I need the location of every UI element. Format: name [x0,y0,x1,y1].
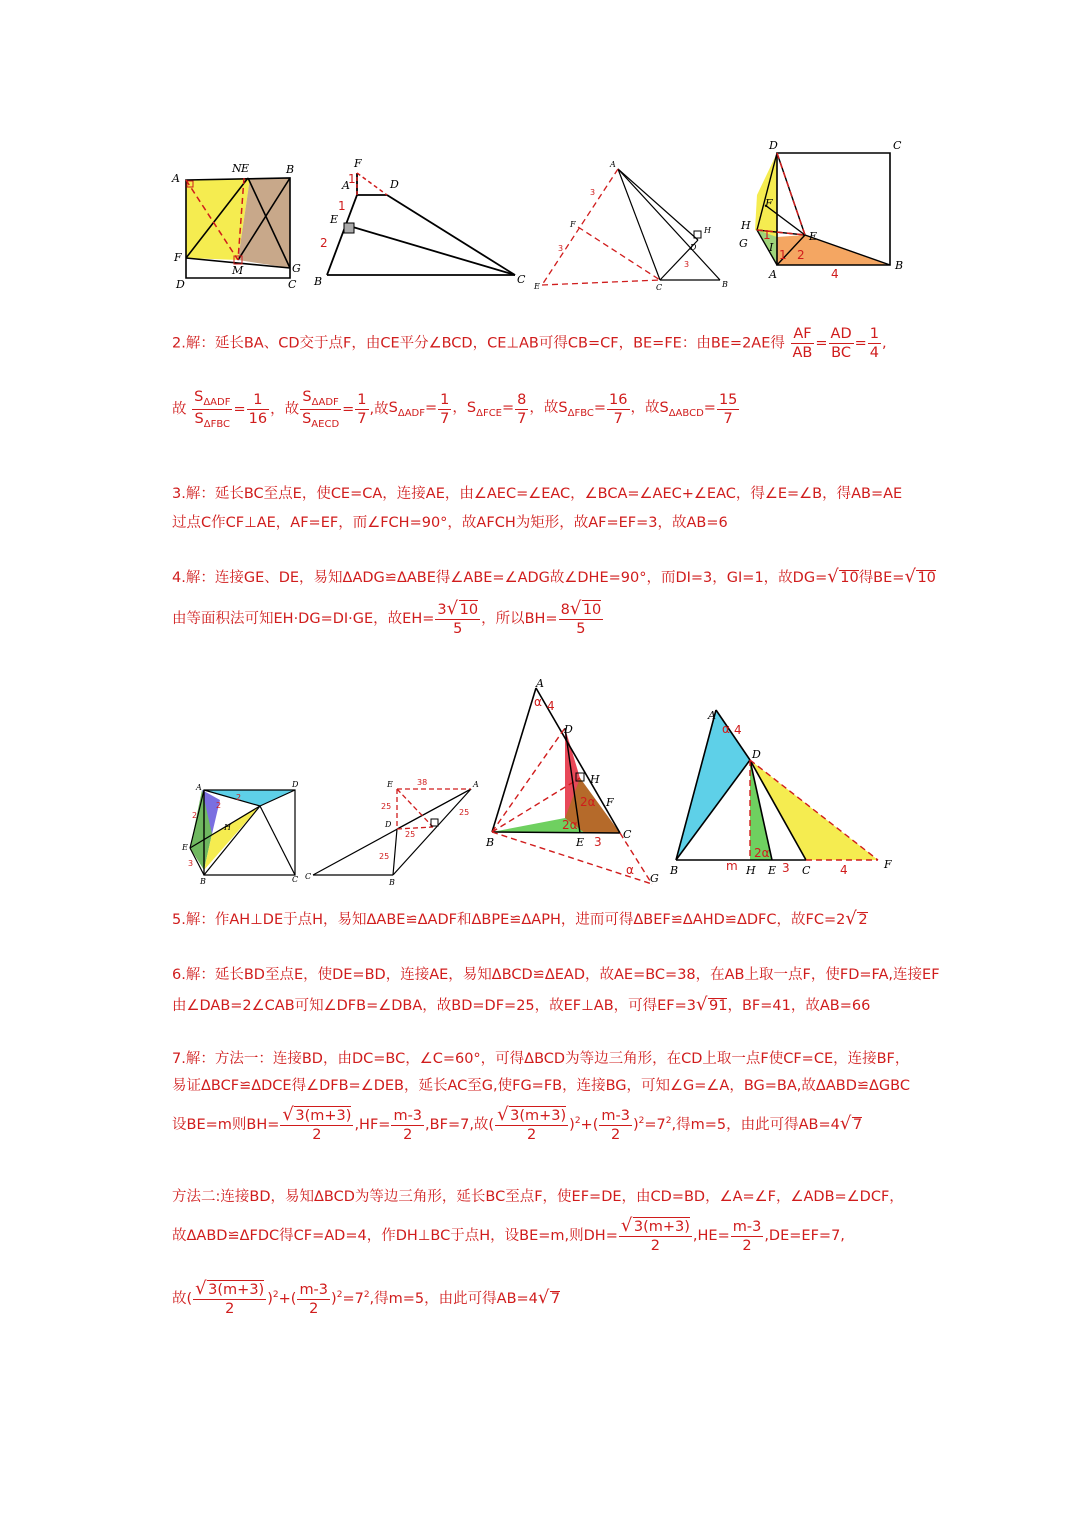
label-E: E [534,282,540,291]
num-2: 2 [216,801,222,810]
num-4: 4 [831,267,839,281]
num-25: 25 [381,802,392,811]
label-H: H [741,219,751,232]
num-2: 2 [797,248,805,262]
figure-4-square-abcd [735,135,910,285]
solution-7-method-2-line-1: 方法二:连接BD，易知ΔBCD为等边三角形，延长BC至点F，使EF=DE，由CD=BD，∠A=∠F，∠ADB=∠DCF， [172,1189,904,1205]
label-F: F [354,157,362,170]
label-D: D [769,139,778,152]
label-H: H [746,864,756,877]
solution-4-line-1: 4.解：连接GE、DE，易知ΔADG≌ΔABE得∠ABE=∠ADG故∠DHE=90°，而DI=3，GI=1，故DG=√ 10得BE=√ 10 [172,570,936,586]
num-1: 1 [763,228,771,242]
label-D: D [690,243,697,252]
label-F: F [174,251,182,264]
solution-6-line-2: 由∠DAB=2∠CAB可知∠DFB=∠DBA，故BD=DF=25，故EF⊥AB，可得EF=3√ 91，BF=41，故AB=66 [172,998,870,1014]
label-A: A [708,709,716,722]
num-1: 1 [348,172,356,186]
label-B: B [670,864,679,877]
label-D: D [390,178,399,191]
num-25: 25 [405,830,416,839]
label-H: H [704,226,711,235]
solution-7-line-2: 易证ΔBCF≌ΔDCE得∠DFB=∠DEB，延长AC至G,使FG=FB，连接BG，可知∠G=∠A，BG=BA,故ΔABD≌ΔGBC [172,1078,910,1094]
label-C: C [292,875,299,884]
label-M: M [232,264,244,277]
label-A: A [473,780,479,789]
label-G: G [292,262,301,275]
label-E: E [768,864,777,877]
label-C: C [893,139,902,152]
label-D: D [176,278,185,291]
figure-6-triangle [305,775,485,885]
num-25: 25 [459,808,470,817]
label-B: B [895,259,904,272]
label-A: A [342,179,350,192]
label-N: N [232,162,242,175]
label-B: B [200,877,206,886]
alpha: α [626,863,634,877]
num-3: 3 [188,859,194,868]
figure-1-square [170,160,310,295]
label-E: E [241,162,250,175]
solution-7-line-1: 7.解：方法一：连接BD，由DC=BC，∠C=60°，可得ΔBCD为等边三角形，在CD上取一点F使CF=CE，连接BF， [172,1051,910,1067]
label-B: B [389,878,395,887]
num-2: 2 [320,236,328,250]
solution-4-line-2: 由等面积法可知EH·DG=DI·GE，故EH= $\frac{3√ 10}{5}$ ，所以BH= $\frac{8√ 10}{5}$ [172,600,604,638]
num-2: 2 [192,811,198,820]
two-alpha: 2α [754,846,770,860]
label-A: A [536,677,544,690]
num-25: 25 [379,852,390,861]
solution-7-method-2-line-2: 故ΔABD≌ΔFDC得CF=AD=4，作DH⊥BC于点H，设BE=m,则DH= √ $\frac{3(m+3)}{2}$ ,HE= $\frac{m-3}{2}$ ,DE=EF=7, [172,1217,845,1255]
label-C: C [288,278,297,291]
label-C: C [656,283,663,292]
num-4: 4 [734,723,742,737]
label-E: E [182,843,188,852]
solution-3-line-1: 3.解：延长BC至点E，使CE=CA，连接AE，由∠AEC=∠EAC，∠BCA=∠AEC+∠EAC，得∠E=∠B，得AB=AE [172,486,903,502]
label-G: G [650,872,659,885]
solution-7-line-3: 设BE=m则BH= √ $\frac{3(m+3)}{2}$ ,HF= $\frac{m-3}{2}$ ,BF=7,故( √ $\frac{3(m+3)}{2}$ )$^2$+( $\frac{m-3}{2}$ )$^2=7^2$,得m=5，由此可得AB=4√ 7 [172,1106,862,1144]
m: m [726,859,738,873]
label-B: B [486,836,495,849]
label-B: B [314,275,323,288]
figure-5-square [180,778,310,888]
label-G: G [739,237,748,250]
label-I: I [769,241,774,254]
solution-6-line-1: 6.解：延长BD至点E，使DE=BD，连接AE，易知ΔBCD≌ΔEAD，故AE=BC=38，在AB上取一点F，使FD=FA,连接EF [172,967,940,983]
label-C: C [802,864,811,877]
alpha: α [722,722,730,736]
two-alpha: 2α [580,795,596,809]
label-F: F [606,796,614,809]
num-3: 3 [558,244,564,253]
figure-3-triangle [530,155,730,295]
num-3: 3 [594,835,602,849]
label-F: F [570,220,576,229]
solution-7-method-2-line-3: 故( √ $\frac{3(m+3)}{2}$ )$^2$+( $\frac{m-3}{2}$ )$^2=7^2$,得m=5，由此可得AB=4√ 7 [172,1280,560,1318]
figure-8-triangle [668,700,898,880]
label-E: E [809,230,818,243]
label-E: E [387,780,393,789]
solution-2-line-1: 2.解：延长BA、CD交于点F，由CE平分∠BCD，CE⊥AB可得CB=CF，BE=FE：由BE=2AE得 $\frac{AF}{AB}$ = $\frac{AD}{BC}$ = $\frac{1}{4}$ , [172,326,887,362]
num-2: 2 [236,793,242,802]
label-B: B [286,163,295,176]
label-A: A [196,783,202,792]
solution-5: 5.解：作AH⊥DE于点H，易知ΔABE≌ΔADF和ΔBPE≌ΔAPH，进而可得ΔBEF≌ΔAHD≌ΔDFC，故FC=2√ 2 [172,912,868,928]
num-1: 1 [779,248,787,262]
label-C: C [517,273,526,286]
label-B: B [722,280,728,289]
num-3: 3 [684,260,690,269]
num-3: 3 [590,188,596,197]
label-H: H [590,773,600,786]
label-F: F [884,858,892,871]
figure-2-trapezoid [310,155,535,290]
num-4: 4 [840,863,848,877]
label-A: A [769,268,777,281]
label-F: F [765,197,773,210]
label-C: C [623,828,632,841]
label-A: A [172,172,180,185]
figure-7-triangle [480,678,670,888]
num-38: 38 [417,778,428,787]
num-3: 3 [782,861,790,875]
num-1: 1 [338,199,346,213]
alpha: α [534,695,542,709]
label-D: D [564,723,573,736]
label-C: C [305,872,312,881]
two-alpha: 2α [562,818,578,832]
label-E: E [576,836,585,849]
solution-3-line-2: 过点C作CF⊥AE，AF=EF，而∠FCH=90°，故AFCH为矩形，故AF=EF=3，故AB=6 [172,515,728,531]
label-H: H [224,823,231,832]
num-4: 4 [547,699,555,713]
label-D: D [385,820,392,829]
label-A: A [610,160,616,169]
label-D: D [752,748,761,761]
label-D: D [292,780,299,789]
solution-2-line-2: 故 $\frac{S_{\Delta ADF}}{S_{\Delta FBC}}$ = $\frac{1}{16}$ ，故 $\frac{S_{\Delta ADF}}{S_{AECD}}$ = $\frac{1}{7}$ ,故$S_{\Delta ADF}=$ $\frac{1}{7}$ ，$S_{\Delta FCE}=$ $\frac{8}{7}$ ，故$S_{\Delta FBC}=$ $\frac{16}{7}$ ，故$S_{\Delta ABCD}=$ $\frac{15}{7}$ [172,389,738,431]
label-E: E [330,213,339,226]
